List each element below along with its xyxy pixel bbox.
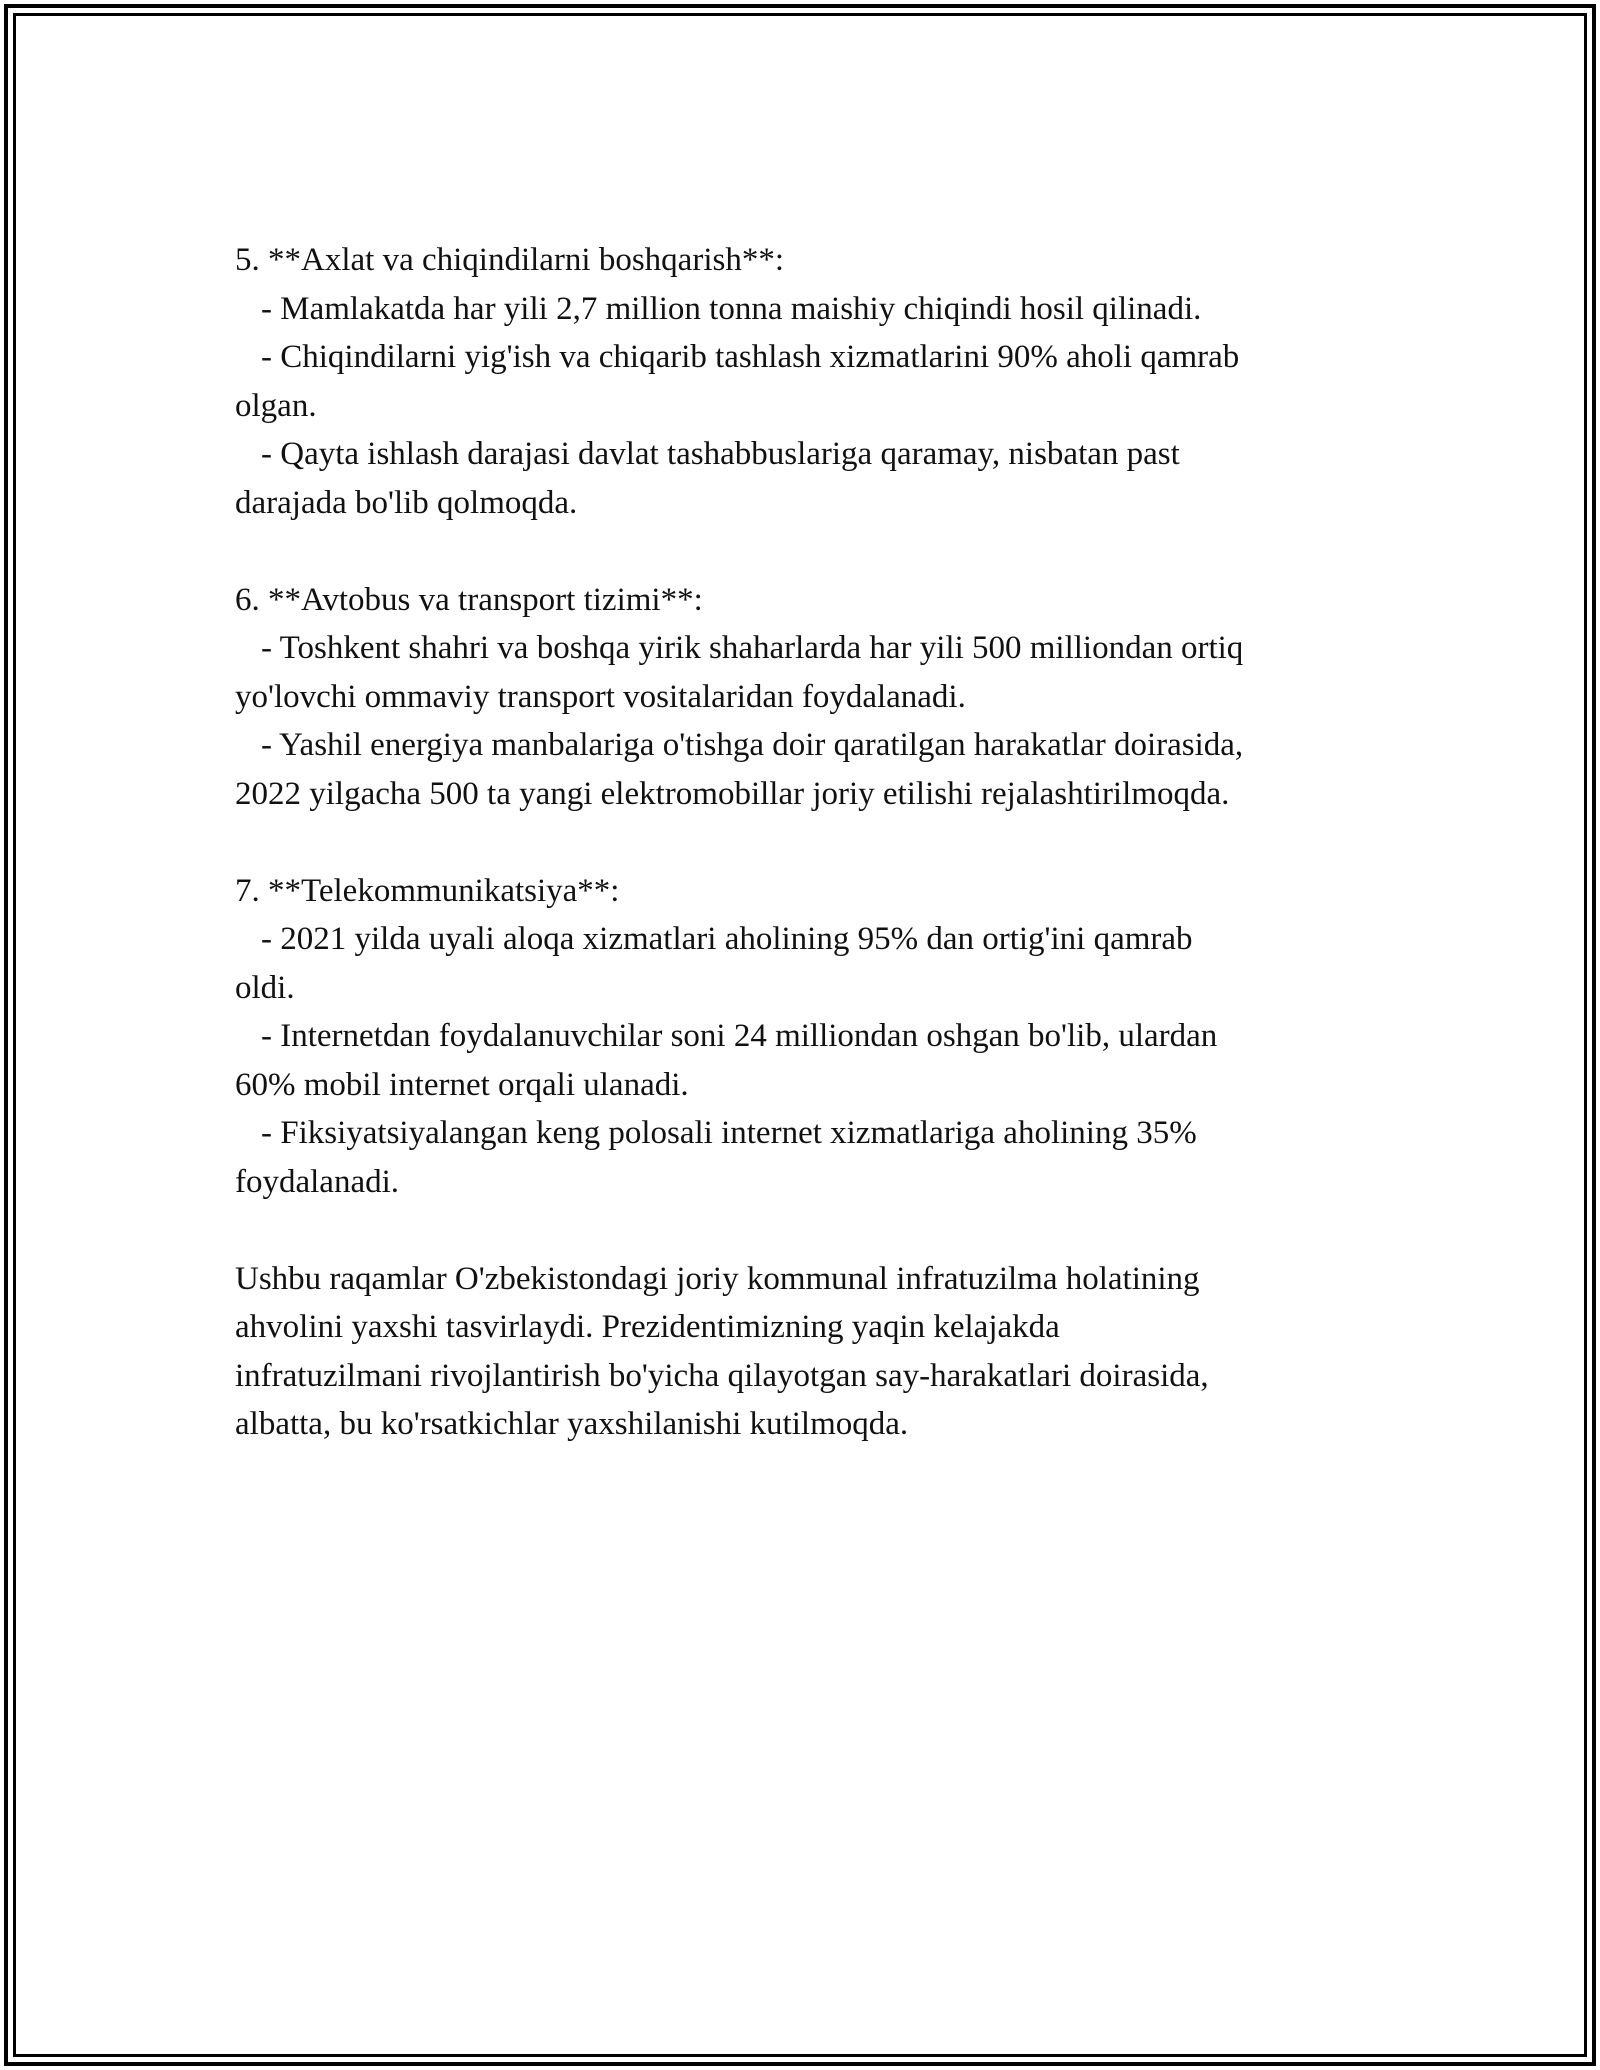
section-heading: 5. **Axlat va chiqindilarni boshqarish**: [235, 242, 784, 278]
conclusion-line: Ushbu raqamlar O'zbekistondagi joriy kommunal infratuzilma holatining [235, 1260, 1200, 1297]
conclusion-paragraph [235, 1255, 1385, 1449]
conclusion-line: ahvolini yaxshi tasvirlaydi. Prezidentimizning yaqin kelajakda [235, 1309, 1060, 1345]
bullet-line: - 2021 yilda uyali aloqa xizmatlari aholining 95% dan ortig'ini qamrab [261, 921, 1193, 957]
bullet-continuation: oldi. [235, 969, 295, 1006]
bullet-line: - Internetdan foydalanuvchilar soni 24 milliondan oshgan bo'lib, ulardan [261, 1018, 1218, 1054]
bullet-line: - Fiksiyatsiyalangan keng polosali internet xizmatlariga aholining 35% [261, 1115, 1197, 1151]
section-heading: 6. **Avtobus va transport tizimi**: [235, 581, 703, 618]
bullet-continuation: 2022 yilgacha 500 ta yangi elektromobillar joriy etilishi rejalashtirilmoqda. [235, 775, 1230, 812]
bullet-continuation: 60% mobil internet orqali ulanadi. [235, 1066, 689, 1103]
conclusion-line: infratuzilmani rivojlantirish bo'yicha qilayotgan say-harakatlari doirasida, [235, 1357, 1209, 1394]
document-body [235, 236, 1385, 1497]
section-transport [235, 576, 1385, 819]
bullet-line: - Qayta ishlash darajasi davlat tashabbuslariga qaramay, nisbatan past [261, 436, 1180, 472]
section-waste-management [235, 236, 1385, 527]
bullet-continuation: foydalanadi. [235, 1163, 400, 1200]
bullet-line: - Toshkent shahri va boshqa yirik shaharlarda har yili 500 milliondan ortiq [261, 630, 1244, 666]
bullet-continuation: olgan. [235, 387, 317, 424]
bullet-continuation: darajada bo'lib qolmoqda. [235, 484, 578, 521]
conclusion-line: albatta, bu ko'rsatkichlar yaxshilanishi kutilmoqda. [235, 1406, 909, 1442]
section-heading: 7. **Telekommunikatsiya**: [235, 872, 620, 909]
section-telecommunications [235, 867, 1385, 1207]
bullet-continuation: yo'lovchi ommaviy transport vositalaridan foydalanadi. [235, 678, 966, 715]
bullet-line: - Chiqindilarni yig'ish va chiqarib tashlash xizmatlarini 90% aholi qamrab [261, 339, 1240, 375]
bullet-line: - Yashil energiya manbalariga o'tishga doir qaratilgan harakatlar doirasida, [261, 727, 1244, 763]
bullet-line: - Mamlakatda har yili 2,7 million tonna maishiy chiqindi hosil qilinadi. [261, 290, 1202, 327]
